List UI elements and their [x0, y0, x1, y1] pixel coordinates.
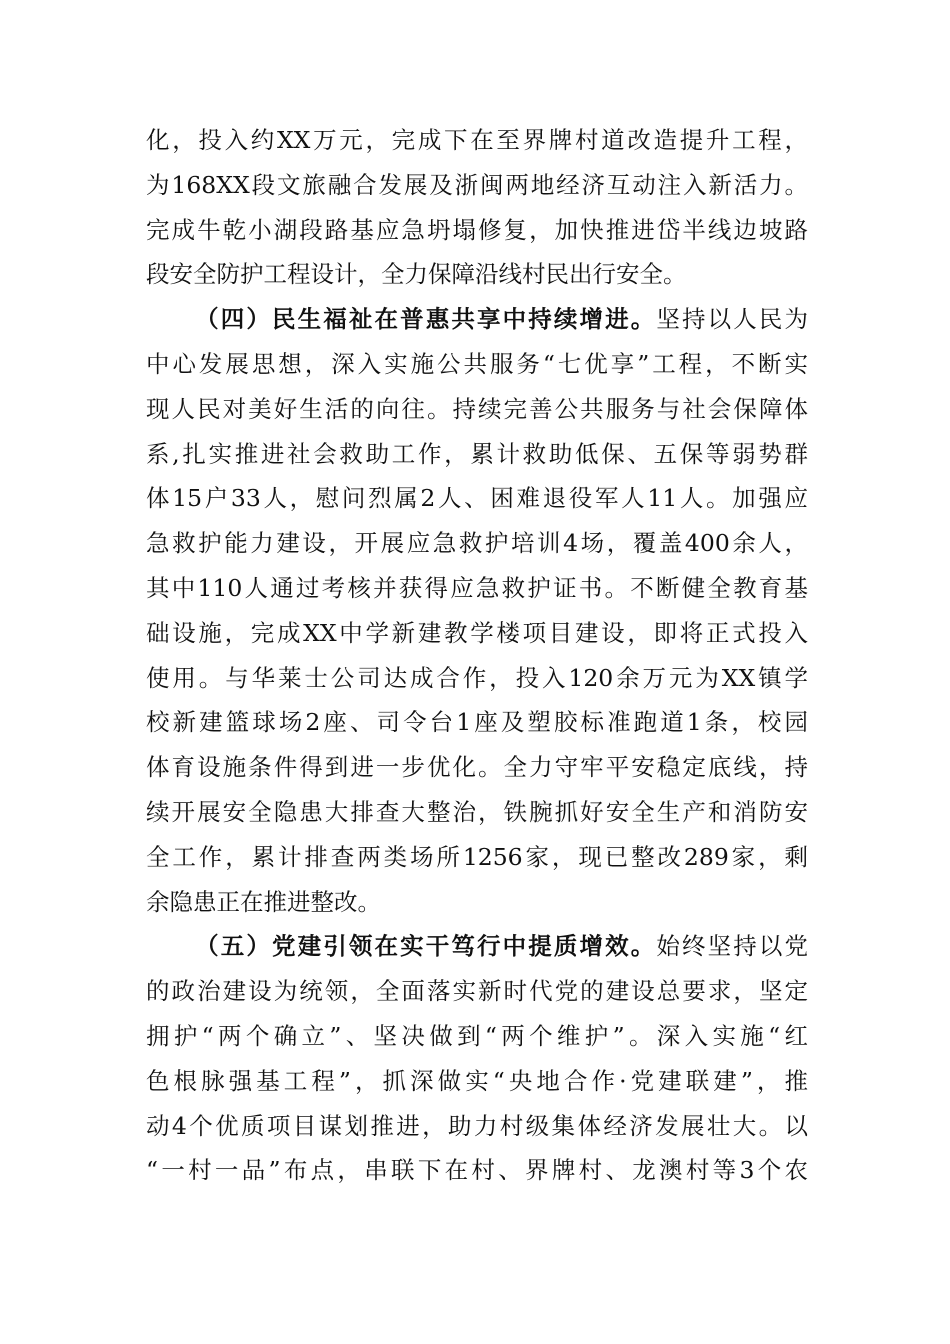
text-line: 系,扎实推进社会救助工作，累计救助低保、五保等弱势群 — [146, 439, 808, 468]
text-line: 拥护“两个确立”、坚决做到“两个维护”。深入实施“红 — [146, 1021, 808, 1050]
text-line: 中心发展思想，深入实施公共服务“七优享”工程，不断实 — [146, 349, 808, 378]
text-line: 完成牛乾小湖段路基应急坍塌修复，加快推进岱半线边坡路 — [146, 215, 808, 244]
text-line: 校新建篮球场2座、司令台1座及塑胶标准跑道1条，校园 — [146, 708, 808, 737]
text-line: 为168XX段文旅融合发展及浙闽两地经济互动注入新活力。 — [146, 170, 808, 199]
section-heading-5: （五）党建引领在实干笃行中提质增效。 — [193, 932, 657, 961]
text-line: 使用。与华莱士公司达成合作，投入120余万元为XX镇学 — [146, 663, 808, 692]
text-line: 动4个优质项目谋划推进，助力村级集体经济发展壮大。以 — [146, 1111, 808, 1140]
text-line: 的政治建设为统领，全面落实新时代党的建设总要求，坚定 — [146, 977, 808, 1006]
paragraph-1 — [146, 118, 808, 297]
text-line: 余隐患正在推进整改。 — [146, 887, 381, 916]
body-text — [146, 118, 808, 1193]
text-run: 坚持以人民为 — [656, 305, 808, 334]
text-line: 全工作，累计排查两类场所1256家，现已整改289家，剩 — [146, 842, 808, 871]
text-line: 现人民对美好生活的向往。持续完善公共服务与社会保障体 — [146, 394, 808, 423]
text-line: 色根脉强基工程”，抓深做实“央地合作·党建联建”，推 — [146, 1066, 808, 1095]
text-line: “一村一品”布点，串联下在村、界牌村、龙澳村等3个农 — [146, 1156, 808, 1185]
paragraph-section-4 — [146, 297, 808, 924]
text-line: 其中110人通过考核并获得应急救护证书。不断健全教育基 — [146, 573, 808, 602]
text-line: 续开展安全隐患大排查大整治，铁腕抓好安全生产和消防安 — [146, 797, 808, 826]
text-line: 化，投入约XX万元，完成下在至界牌村道改造提升工程， — [146, 126, 808, 154]
text-line: 体育设施条件得到进一步优化。全力守牢平安稳定底线，持 — [146, 753, 808, 782]
text-line-first — [146, 297, 808, 342]
text-line-first — [146, 924, 808, 969]
text-line: 急救护能力建设，开展应急救护培训4场，覆盖400余人， — [146, 529, 808, 558]
text-line: 段安全防护工程设计，全力保障沿线村民出行安全。 — [146, 260, 687, 289]
text-run: 始终坚持以党 — [656, 932, 808, 961]
text-line: 体15户33人，慰问烈属2人、困难退役军人11人。加强应 — [146, 484, 808, 513]
text-line: 础设施，完成XX中学新建教学楼项目建设，即将正式投入 — [146, 618, 808, 647]
paragraph-section-5 — [146, 924, 808, 1193]
section-heading-4: （四）民生福祉在普惠共享中持续增进。 — [193, 305, 657, 334]
